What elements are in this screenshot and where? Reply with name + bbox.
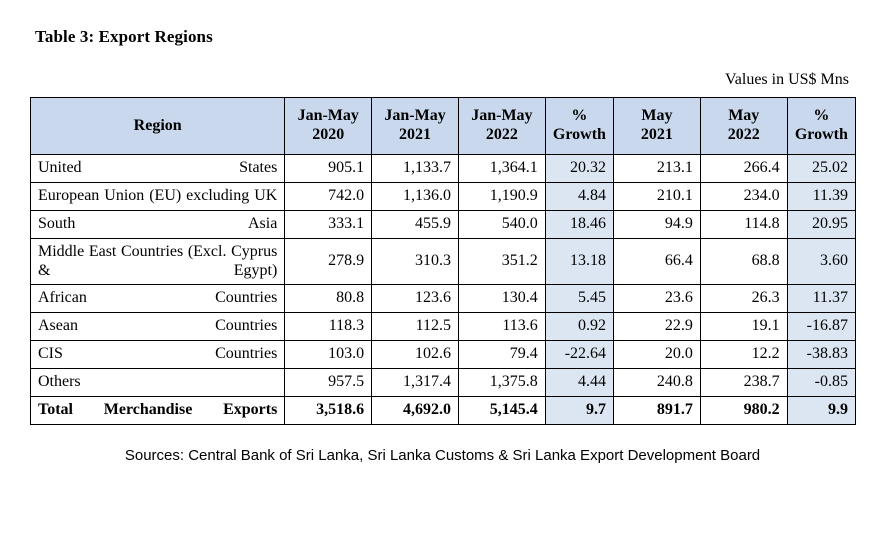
cell-growth-jan-may: -22.64 xyxy=(545,341,613,369)
cell-region: Others xyxy=(31,369,285,397)
cell-growth-may: -16.87 xyxy=(787,313,855,341)
cell-may-2021: 213.1 xyxy=(614,155,701,183)
cell-may-2022: 19.1 xyxy=(700,313,787,341)
column-header-jan-may-2022-line2: 2022 xyxy=(485,126,518,143)
cell-may-2021: 23.6 xyxy=(614,285,701,313)
cell-jan-may-2022: 351.2 xyxy=(458,238,545,285)
cell-jan-may-2022: 130.4 xyxy=(458,285,545,313)
cell-growth-may: 20.95 xyxy=(787,210,855,238)
cell-jan-may-2020: 278.9 xyxy=(285,238,372,285)
column-header-jan-may-2021-line2: 2021 xyxy=(399,126,432,143)
cell-jan-may-2021: 123.6 xyxy=(372,285,459,313)
cell-jan-may-2021: 455.9 xyxy=(372,210,459,238)
cell-jan-may-2022: 1,190.9 xyxy=(458,182,545,210)
column-header-jan-may-2021 xyxy=(372,98,459,155)
table-row xyxy=(31,210,856,238)
cell-jan-may-2022: 1,364.1 xyxy=(458,155,545,183)
cell-growth-jan-may: 20.32 xyxy=(545,155,613,183)
cell-growth-may-total: 9.9 xyxy=(787,396,855,424)
cell-may-2021: 94.9 xyxy=(614,210,701,238)
cell-may-2021-total: 891.7 xyxy=(614,396,701,424)
export-regions-table xyxy=(30,97,856,425)
column-header-jan-may-2022 xyxy=(458,98,545,155)
column-header-may-2022-line1: May xyxy=(728,107,760,125)
cell-jan-may-2020-total: 3,518.6 xyxy=(285,396,372,424)
cell-growth-jan-may: 18.46 xyxy=(545,210,613,238)
table-header-row xyxy=(31,98,856,155)
cell-growth-jan-may: 5.45 xyxy=(545,285,613,313)
cell-growth-jan-may-total: 9.7 xyxy=(545,396,613,424)
cell-region: European Union (EU) excluding UK xyxy=(31,182,285,210)
cell-jan-may-2021: 310.3 xyxy=(372,238,459,285)
cell-growth-jan-may: 4.84 xyxy=(545,182,613,210)
column-header-jan-may-2020-line1: Jan-May xyxy=(297,107,359,125)
cell-jan-may-2021: 1,133.7 xyxy=(372,155,459,183)
cell-jan-may-2021: 112.5 xyxy=(372,313,459,341)
cell-jan-may-2020: 905.1 xyxy=(285,155,372,183)
cell-may-2022: 234.0 xyxy=(700,182,787,210)
cell-may-2022: 68.8 xyxy=(700,238,787,285)
cell-jan-may-2021: 1,136.0 xyxy=(372,182,459,210)
cell-jan-may-2022: 540.0 xyxy=(458,210,545,238)
column-header-jan-may-2022-line1: Jan-May xyxy=(471,107,533,125)
cell-growth-may: 11.39 xyxy=(787,182,855,210)
cell-may-2022: 12.2 xyxy=(700,341,787,369)
table-row xyxy=(31,341,856,369)
table-row xyxy=(31,369,856,397)
table-header xyxy=(31,98,856,155)
column-header-may-2021 xyxy=(614,98,701,155)
column-header-region-line1: Region xyxy=(133,116,182,134)
cell-jan-may-2022: 79.4 xyxy=(458,341,545,369)
cell-growth-jan-may: 0.92 xyxy=(545,313,613,341)
column-header-jan-may-2020 xyxy=(285,98,372,155)
table-total-row xyxy=(31,396,856,424)
cell-may-2022: 266.4 xyxy=(700,155,787,183)
sources-note: Sources: Central Bank of Sri Lanka, Sri Lanka Customs & Sri Lanka Export Development Board xyxy=(124,446,761,464)
cell-growth-may: 11.37 xyxy=(787,285,855,313)
column-header-may-2022-line2: 2022 xyxy=(727,126,760,143)
cell-jan-may-2022-total: 5,145.4 xyxy=(458,396,545,424)
cell-jan-may-2021-total: 4,692.0 xyxy=(372,396,459,424)
cell-may-2021: 22.9 xyxy=(614,313,701,341)
cell-may-2021: 20.0 xyxy=(614,341,701,369)
cell-region: African Countries xyxy=(31,285,285,313)
table-row xyxy=(31,182,856,210)
cell-growth-jan-may: 13.18 xyxy=(545,238,613,285)
cell-may-2022: 238.7 xyxy=(700,369,787,397)
cell-jan-may-2020: 333.1 xyxy=(285,210,372,238)
table-row xyxy=(31,313,856,341)
cell-jan-may-2022: 113.6 xyxy=(458,313,545,341)
cell-jan-may-2020: 742.0 xyxy=(285,182,372,210)
cell-region: CIS Countries xyxy=(31,341,285,369)
units-note: Values in US$ Mns xyxy=(724,71,849,88)
cell-may-2021: 210.1 xyxy=(614,182,701,210)
table-row xyxy=(31,238,856,285)
cell-growth-may: 3.60 xyxy=(787,238,855,285)
table-row xyxy=(31,155,856,183)
cell-region-total: Total Merchandise Exports xyxy=(31,396,285,424)
cell-may-2022: 26.3 xyxy=(700,285,787,313)
table-row xyxy=(31,285,856,313)
column-header-growth-jan-may xyxy=(545,98,613,155)
cell-region: Middle East Countries (Excl. Cyprus & Egypt) xyxy=(31,238,285,285)
column-header-region xyxy=(31,98,285,155)
table-body xyxy=(31,155,856,425)
cell-region: South Asia xyxy=(31,210,285,238)
cell-jan-may-2021: 102.6 xyxy=(372,341,459,369)
page-title: Table 3: Export Regions xyxy=(35,27,213,46)
cell-jan-may-2020: 957.5 xyxy=(285,369,372,397)
cell-growth-jan-may: 4.44 xyxy=(545,369,613,397)
cell-jan-may-2020: 80.8 xyxy=(285,285,372,313)
cell-may-2021: 240.8 xyxy=(614,369,701,397)
column-header-may-2021-line1: May xyxy=(641,107,673,125)
cell-may-2022: 114.8 xyxy=(700,210,787,238)
cell-jan-may-2022: 1,375.8 xyxy=(458,369,545,397)
cell-region: Asean Countries xyxy=(31,313,285,341)
cell-jan-may-2021: 1,317.4 xyxy=(372,369,459,397)
cell-growth-may: 25.02 xyxy=(787,155,855,183)
cell-growth-may: -38.83 xyxy=(787,341,855,369)
column-header-growth-may-line2: Growth xyxy=(794,126,848,143)
column-header-may-2022 xyxy=(700,98,787,155)
column-header-growth-may xyxy=(787,98,855,155)
column-header-jan-may-2021-line1: Jan-May xyxy=(384,107,446,125)
cell-growth-may: -0.85 xyxy=(787,369,855,397)
cell-may-2022-total: 980.2 xyxy=(700,396,787,424)
column-header-growth-jan-may-line2: Growth xyxy=(552,126,606,143)
column-header-growth-may-line1: % xyxy=(813,107,830,125)
cell-may-2021: 66.4 xyxy=(614,238,701,285)
cell-region: United States xyxy=(31,155,285,183)
cell-jan-may-2020: 118.3 xyxy=(285,313,372,341)
column-header-may-2021-line2: 2021 xyxy=(640,126,673,143)
column-header-jan-may-2020-line2: 2020 xyxy=(312,126,345,143)
cell-jan-may-2020: 103.0 xyxy=(285,341,372,369)
column-header-growth-jan-may-line1: % xyxy=(571,107,588,125)
